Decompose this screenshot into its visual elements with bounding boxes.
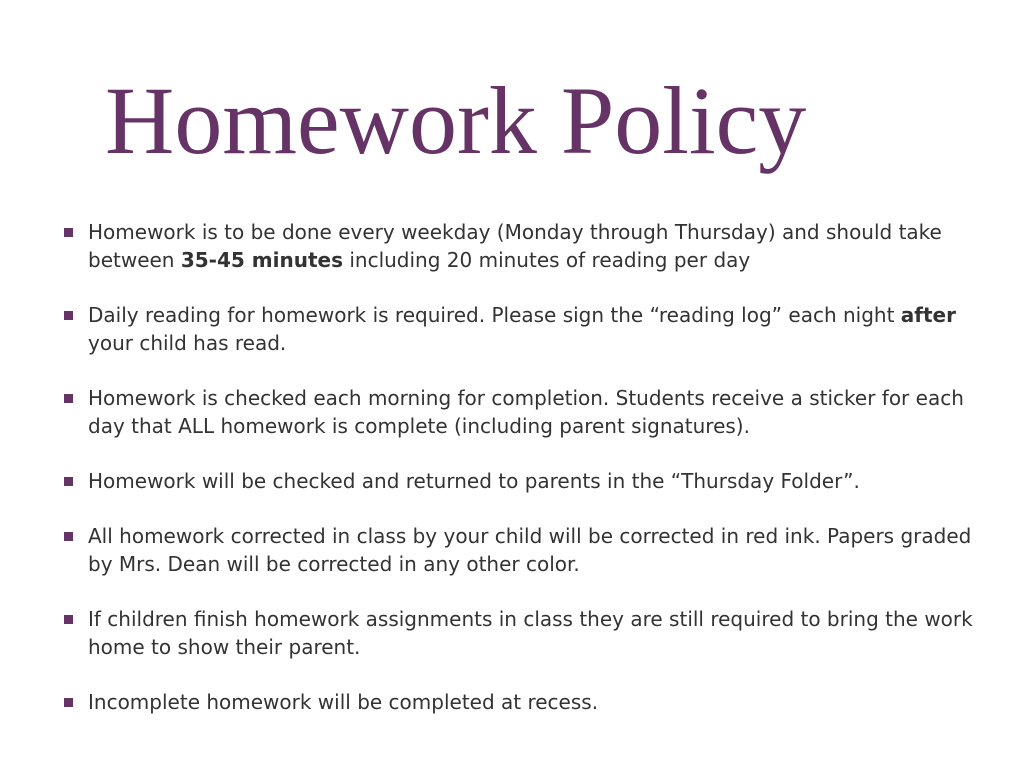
- bullet-text: [88, 303, 956, 355]
- square-bullet-icon: [64, 311, 73, 320]
- bullet-item: [0, 688, 1024, 716]
- bullet-bold-text: 35-45 minutes: [180, 248, 343, 272]
- bullet-text-part: Homework is checked each morning for completion. Students receive a sticker for each day that ALL homework is complete (including parent signatures).: [88, 386, 964, 438]
- bullet-text-part: Incomplete homework will be completed at recess.: [88, 690, 599, 714]
- bullet-text: [88, 469, 860, 493]
- bullet-list: [0, 218, 1024, 743]
- bullet-bold-text: after: [900, 303, 956, 327]
- bullet-text: [88, 607, 973, 659]
- square-bullet-icon: [64, 532, 73, 541]
- bullet-item: [0, 467, 1024, 495]
- bullet-text-part: your child has read.: [88, 331, 287, 355]
- bullet-item: [0, 384, 1024, 440]
- bullet-text-part: Daily reading for homework is required. Please sign the “reading log” each night: [88, 303, 901, 327]
- bullet-item: [0, 522, 1024, 578]
- bullet-text-part: Homework is to be done every weekday (Monday through Thursday) and should take between: [88, 220, 942, 272]
- square-bullet-icon: [64, 228, 73, 237]
- bullet-item: [0, 605, 1024, 661]
- bullet-text-part: Homework will be checked and returned to parents in the “Thursday Folder”.: [88, 469, 860, 493]
- bullet-item: [0, 301, 1024, 357]
- bullet-text-part: All homework corrected in class by your child will be corrected in red ink. Papers graded by Mrs. Dean will be corrected in any other color.: [88, 524, 972, 576]
- bullet-text: [88, 690, 598, 714]
- bullet-item: [0, 218, 1024, 274]
- square-bullet-icon: [64, 394, 73, 403]
- bullet-text-part: including 20 minutes of reading per day: [342, 248, 751, 272]
- bullet-text: [88, 524, 971, 576]
- slide-title: Homework Policy: [105, 67, 807, 174]
- square-bullet-icon: [64, 698, 73, 707]
- bullet-text-part: If children finish homework assignments in class they are still required to bring the work home to show their parent.: [88, 607, 973, 659]
- square-bullet-icon: [64, 615, 73, 624]
- bullet-text: [88, 386, 964, 438]
- bullet-text: [88, 220, 942, 272]
- square-bullet-icon: [64, 477, 73, 486]
